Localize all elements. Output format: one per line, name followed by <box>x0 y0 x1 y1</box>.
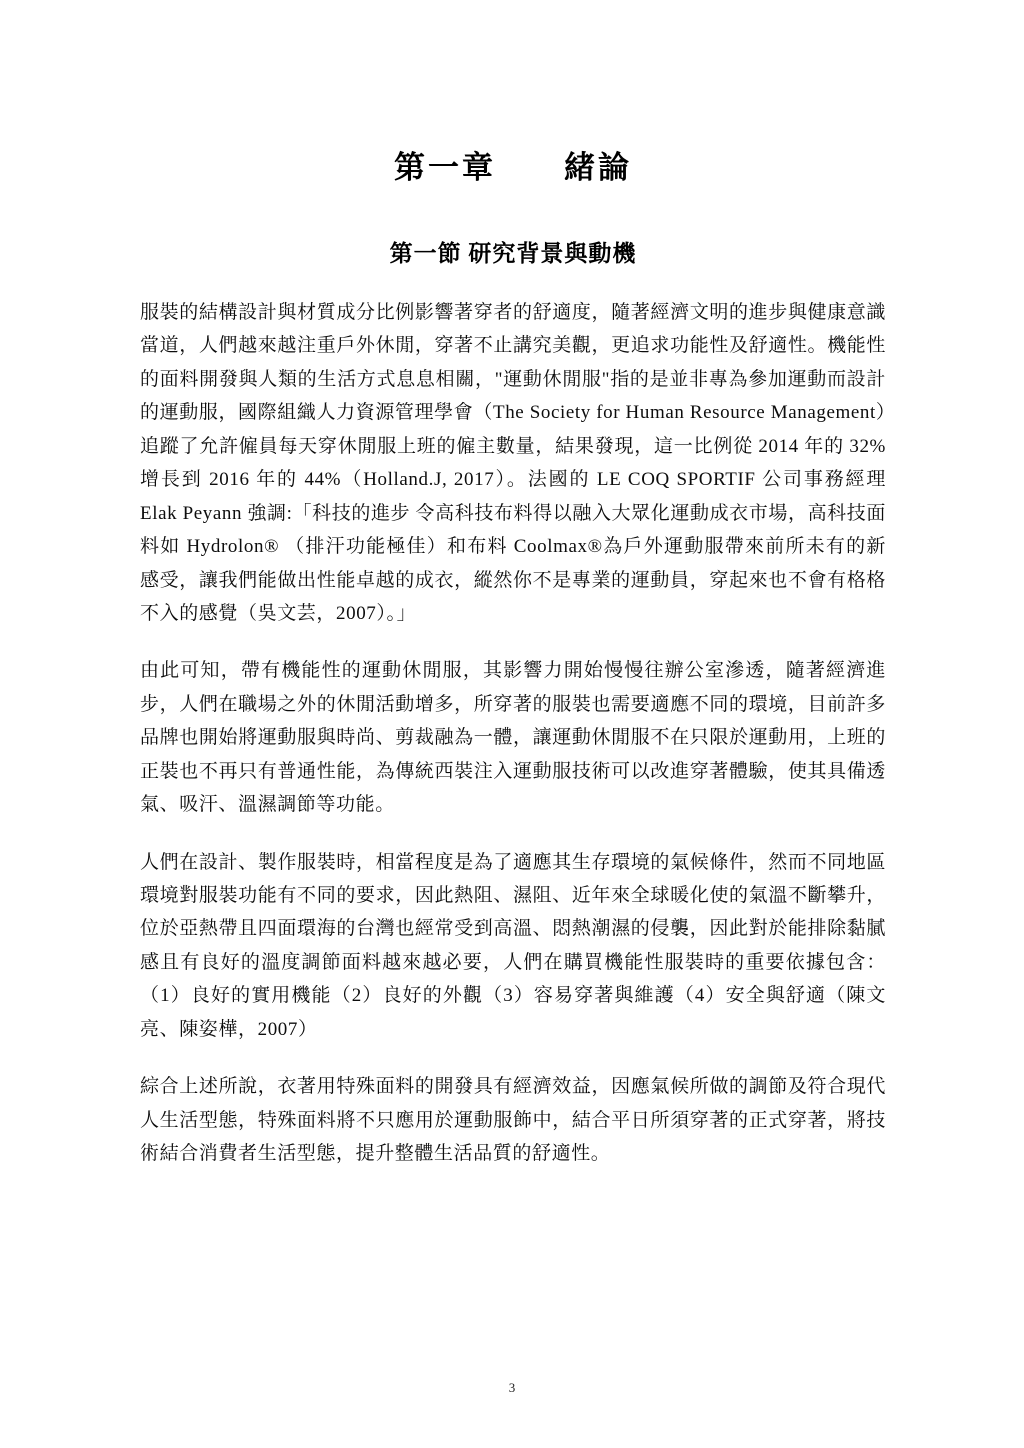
paragraph-1: 服裝的結構設計與材質成分比例影響著穿者的舒適度，隨著經濟文明的進步與健康意識當道，人們越來越注重戶外休閒，穿著不止講究美觀，更追求功能性及舒適性。機能性的面料開發與人類的生活方式息息相關，"運動休閒服"指的是並非專為參加運動而設計的運動服，國際組織人力資源管理學會（The Society for Human Resource Management）追蹤了允許僱員每天穿休閒服上班的僱主數量，結果發現，這一比例從 2014 年的 32%增長到 2016 年的 44%（Holland.J, 2017）。法國的 LE COQ SPORTIF 公司事務經理 Elak Peyann 強調:「科技的進步 令高科技布料得以融入大眾化運動成衣市場，高科技面料如 Hydrolon® （排汗功能極佳）和布料 Coolmax®為戶外運動服帶來前所未有的新感受，讓我們能做出性能卓越的成衣，縱然你不是專業的運動員，穿起來也不會有格格不入的感覺（吳文芸，2007）。」 <box>140 302 886 624</box>
page-number: 3 <box>508 1380 516 1395</box>
body-text <box>140 296 886 1171</box>
section-title: 第一節 研究背景與動機 <box>389 241 637 266</box>
paragraph-2: 由此可知，帶有機能性的運動休閒服，其影響力開始慢慢往辦公室滲透，隨著經濟進步，人們在職場之外的休閒活動增多，所穿著的服裝也需要適應不同的環境，目前許多品牌也開始將運動服與時尚、剪裁融為一體，讓運動休閒服不在只限於運動用，上班的正裝也不再只有普通性能，為傳統西裝注入運動服技術可以改進穿著體驗，使其具備透氣、吸汗、溫濕調節等功能。 <box>140 660 886 816</box>
paragraph-4: 綜合上述所說，衣著用特殊面料的開發具有經濟效益，因應氣候所做的調節及符合現代人生活型態，特殊面料將不只應用於運動服飾中，結合平日所須穿著的正式穿著，將技術結合消費者生活型態，提升整體生活品質的舒適性。 <box>140 1076 886 1165</box>
chapter-title: 第一章 緒論 <box>394 150 632 185</box>
paragraph-3: 人們在設計、製作服裝時，相當程度是為了適應其生存環境的氣候條件，然而不同地區環境對服裝功能有不同的要求，因此熱阻、濕阻、近年來全球暖化使的氣溫不斷攀升，位於亞熱帶且四面環海的台灣也經常受到高溫、悶熱潮濕的侵襲，因此對於能排除黏膩感且有良好的溫度調節面料越來越必要，人們在購買機能性服裝時的重要依據包含：（1）良好的實用機能（2）良好的外觀（3）容易穿著與維護（4）安全與舒適（陳文亮、陳姿樺，2007） <box>140 851 886 1040</box>
